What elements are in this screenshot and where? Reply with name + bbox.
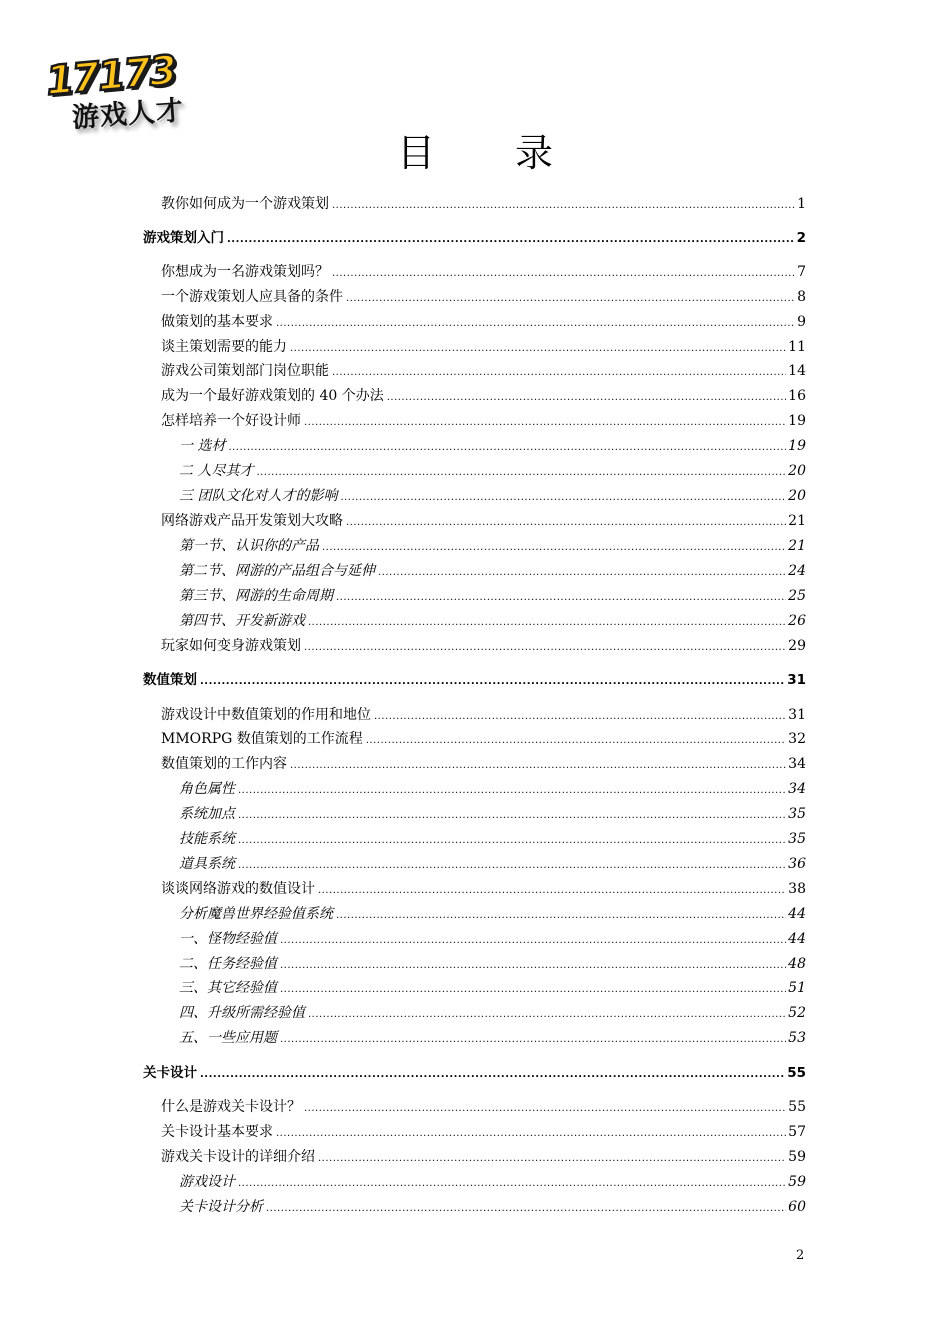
toc-entry-title: 二、任务经验值 bbox=[179, 956, 277, 972]
toc-leader-dots bbox=[322, 537, 786, 559]
toc-entry-title: 游戏策划入门 bbox=[143, 230, 224, 246]
toc-entry-page: 26 bbox=[788, 613, 806, 629]
toc-entry[interactable] bbox=[179, 1027, 806, 1049]
toc-leader-dots bbox=[304, 1098, 786, 1120]
toc-entry[interactable] bbox=[161, 878, 806, 900]
toc-entry[interactable] bbox=[161, 728, 806, 750]
toc-leader-dots bbox=[308, 1004, 786, 1026]
toc-leader-dots bbox=[374, 706, 786, 728]
toc-leader-dots bbox=[276, 313, 795, 335]
toc-entry-title: 道具系统 bbox=[179, 856, 235, 872]
toc-entry-title: 四、升级所需经验值 bbox=[179, 1005, 305, 1021]
toc-leader-dots bbox=[336, 905, 786, 927]
toc-entry-page: 11 bbox=[788, 339, 806, 355]
toc-leader-dots bbox=[346, 288, 795, 310]
toc-leader-dots bbox=[280, 1029, 786, 1051]
toc-entry[interactable] bbox=[143, 669, 806, 691]
toc-leader-dots bbox=[290, 338, 786, 360]
toc-entry-page: 55 bbox=[787, 1065, 806, 1081]
toc-entry-page: 60 bbox=[788, 1199, 806, 1215]
toc-entry-title: 技能系统 bbox=[179, 831, 235, 847]
toc-entry-title: 关卡设计 bbox=[143, 1065, 197, 1081]
toc-entry[interactable] bbox=[179, 1171, 806, 1193]
toc-entry[interactable] bbox=[161, 510, 806, 532]
toc-entry-page: 1 bbox=[797, 196, 806, 212]
toc-leader-dots bbox=[340, 487, 786, 509]
toc-entry-title: 第四节、开发新游戏 bbox=[179, 613, 305, 629]
toc-entry-page: 32 bbox=[788, 731, 806, 747]
toc-entry-page: 20 bbox=[788, 488, 806, 504]
toc-entry-title: 你想成为一名游戏策划吗？ bbox=[161, 264, 329, 280]
toc-entry-page: 2 bbox=[796, 230, 806, 246]
toc-entry[interactable] bbox=[161, 1121, 806, 1143]
toc-entry[interactable] bbox=[161, 311, 806, 333]
toc-leader-dots bbox=[332, 263, 795, 285]
toc-leader-dots bbox=[238, 1173, 786, 1195]
toc-leader-dots bbox=[332, 195, 795, 217]
toc-entry[interactable] bbox=[161, 336, 806, 358]
toc-entry-title: 游戏公司策划部门岗位职能 bbox=[161, 363, 329, 379]
toc-entry[interactable] bbox=[179, 928, 806, 950]
toc-entry-page: 57 bbox=[788, 1124, 806, 1140]
toc-entry-page: 9 bbox=[797, 314, 806, 330]
toc-entry[interactable] bbox=[179, 778, 806, 800]
toc-entry-page: 59 bbox=[788, 1174, 806, 1190]
toc-entry[interactable] bbox=[161, 385, 806, 407]
toc-leader-dots bbox=[238, 805, 786, 827]
toc-entry-page: 36 bbox=[788, 856, 806, 872]
toc-leader-dots bbox=[336, 587, 786, 609]
toc-leader-dots bbox=[266, 1198, 786, 1220]
toc-entry-title: 第一节、认识你的产品 bbox=[179, 538, 319, 554]
toc-entry-page: 51 bbox=[788, 980, 806, 996]
toc-entry[interactable] bbox=[179, 953, 806, 975]
toc-entry[interactable] bbox=[161, 635, 806, 657]
toc-entry-page: 29 bbox=[788, 638, 806, 654]
toc-entry[interactable] bbox=[179, 560, 806, 582]
toc-entry-page: 31 bbox=[788, 707, 806, 723]
toc-entry-title: 做策划的基本要求 bbox=[161, 314, 273, 330]
logo-number: 17173 bbox=[44, 47, 177, 105]
toc-entry[interactable] bbox=[161, 410, 806, 432]
toc-entry-page: 34 bbox=[788, 781, 806, 797]
toc-leader-dots bbox=[238, 855, 786, 877]
toc-entry-title: 第三节、网游的生命周期 bbox=[179, 588, 333, 604]
toc-leader-dots bbox=[280, 979, 786, 1001]
toc-leader-dots bbox=[318, 880, 786, 902]
toc-entry-title: 一个游戏策划人应具备的条件 bbox=[161, 289, 343, 305]
toc-leader-dots bbox=[227, 229, 795, 251]
toc-entry-page: 24 bbox=[788, 563, 806, 579]
toc-leader-dots bbox=[200, 671, 785, 693]
toc-entry[interactable] bbox=[179, 977, 806, 999]
toc-entry[interactable] bbox=[161, 1146, 806, 1168]
toc-entry-title: MMORPG 数值策划的工作流程 bbox=[161, 731, 363, 747]
toc-entry-page: 53 bbox=[788, 1030, 806, 1046]
logo-text: 游戏人才 bbox=[71, 95, 185, 134]
toc-entry-page: 19 bbox=[788, 413, 806, 429]
toc-entry[interactable] bbox=[179, 610, 806, 632]
toc-entry-page: 19 bbox=[788, 438, 806, 454]
toc-entry-page: 21 bbox=[788, 513, 806, 529]
toc-entry[interactable] bbox=[161, 261, 806, 283]
toc-entry-page: 35 bbox=[788, 806, 806, 822]
toc-leader-dots bbox=[276, 1123, 786, 1145]
toc-entry-title: 谈主策划需要的能力 bbox=[161, 339, 287, 355]
toc-entry-title: 三 团队文化对人才的影响 bbox=[179, 488, 338, 504]
toc-entry[interactable] bbox=[179, 1196, 806, 1218]
toc-entry-title: 什么是游戏关卡设计？ bbox=[161, 1099, 301, 1115]
toc-entry-title: 游戏设计 bbox=[179, 1174, 235, 1190]
toc-entry-title: 关卡设计基本要求 bbox=[161, 1124, 273, 1140]
toc-entry[interactable] bbox=[179, 585, 806, 607]
toc-entry-title: 谈谈网络游戏的数值设计 bbox=[161, 881, 315, 897]
toc-entry[interactable] bbox=[143, 227, 806, 249]
toc-entry[interactable] bbox=[179, 460, 806, 482]
toc-entry-title: 玩家如何变身游戏策划 bbox=[161, 638, 301, 654]
toc-entry-title: 怎样培养一个好设计师 bbox=[161, 413, 301, 429]
toc-entry[interactable] bbox=[161, 753, 806, 775]
toc-entry[interactable] bbox=[179, 903, 806, 925]
toc-entry-page: 21 bbox=[788, 538, 806, 554]
page-number: 2 bbox=[796, 1248, 805, 1263]
toc-leader-dots bbox=[228, 437, 786, 459]
toc-entry-title: 一 选材 bbox=[179, 438, 226, 454]
toc-entry[interactable] bbox=[179, 485, 806, 507]
toc-entry-title: 关卡设计分析 bbox=[179, 1199, 263, 1215]
toc-leader-dots bbox=[304, 412, 786, 434]
toc-entry-title: 五、一些应用题 bbox=[179, 1030, 277, 1046]
toc-entry-page: 16 bbox=[788, 388, 806, 404]
toc-entry-page: 48 bbox=[788, 956, 806, 972]
toc-entry[interactable] bbox=[179, 853, 806, 875]
toc-entry-page: 44 bbox=[788, 931, 806, 947]
toc-entry-title: 角色属性 bbox=[179, 781, 235, 797]
toc-entry-title: 网络游戏产品开发策划大攻略 bbox=[161, 513, 343, 529]
toc-entry-title: 二 人尽其才 bbox=[179, 463, 254, 479]
toc-entry[interactable] bbox=[161, 360, 806, 382]
toc-leader-dots bbox=[280, 955, 786, 977]
toc-entry[interactable] bbox=[179, 828, 806, 850]
toc-entry-page: 34 bbox=[788, 756, 806, 772]
toc-leader-dots bbox=[304, 637, 786, 659]
toc-leader-dots bbox=[387, 387, 786, 409]
toc-leader-dots bbox=[238, 830, 786, 852]
toc-entry[interactable] bbox=[179, 435, 806, 457]
toc-entry-page: 38 bbox=[788, 881, 806, 897]
toc-leader-dots bbox=[280, 930, 786, 952]
toc-entry-page: 59 bbox=[788, 1149, 806, 1165]
toc-leader-dots bbox=[308, 612, 786, 634]
toc-entry[interactable] bbox=[179, 1002, 806, 1024]
toc-entry-title: 游戏设计中数值策划的作用和地位 bbox=[161, 707, 371, 723]
toc-entry-title: 成为一个最好游戏策划的 40 个办法 bbox=[161, 388, 384, 404]
toc-leader-dots bbox=[200, 1064, 785, 1086]
toc-entry-page: 52 bbox=[788, 1005, 806, 1021]
toc-entry[interactable] bbox=[161, 704, 806, 726]
toc-entry[interactable] bbox=[179, 803, 806, 825]
toc-leader-dots bbox=[378, 562, 786, 584]
toc-entry[interactable] bbox=[161, 193, 806, 215]
page-title: 目录 bbox=[396, 131, 633, 175]
toc-entry-title: 第二节、网游的产品组合与延伸 bbox=[179, 563, 375, 579]
toc-entry[interactable] bbox=[179, 535, 806, 557]
toc-entry[interactable] bbox=[161, 1096, 806, 1118]
toc-entry-title: 分析魔兽世界经验值系统 bbox=[179, 906, 333, 922]
toc-entry[interactable] bbox=[161, 286, 806, 308]
toc-entry-page: 35 bbox=[788, 831, 806, 847]
toc-entry-page: 25 bbox=[788, 588, 806, 604]
toc-entry-title: 数值策划的工作内容 bbox=[161, 756, 287, 772]
toc-entry-title: 一、怪物经验值 bbox=[179, 931, 277, 947]
toc-entry-page: 55 bbox=[788, 1099, 806, 1115]
toc-leader-dots bbox=[238, 780, 786, 802]
toc-leader-dots bbox=[318, 1148, 786, 1170]
toc-leader-dots bbox=[346, 512, 786, 534]
toc-entry-title: 系统加点 bbox=[179, 806, 235, 822]
toc-leader-dots bbox=[366, 730, 786, 752]
toc-entry-page: 31 bbox=[787, 672, 806, 688]
toc-entry-title: 游戏关卡设计的详细介绍 bbox=[161, 1149, 315, 1165]
toc-entry-title: 三、其它经验值 bbox=[179, 980, 277, 996]
toc-entry[interactable] bbox=[143, 1062, 806, 1084]
toc-entry-page: 20 bbox=[788, 463, 806, 479]
toc-leader-dots bbox=[256, 462, 786, 484]
toc-entry-title: 数值策划 bbox=[143, 672, 197, 688]
toc-entry-title: 教你如何成为一个游戏策划 bbox=[161, 196, 329, 212]
toc-entry-page: 7 bbox=[797, 264, 806, 280]
toc-entry-page: 8 bbox=[797, 289, 806, 305]
toc-leader-dots bbox=[290, 755, 786, 777]
toc-entry-page: 44 bbox=[788, 906, 806, 922]
toc-leader-dots bbox=[332, 362, 786, 384]
toc-entry-page: 14 bbox=[788, 363, 806, 379]
